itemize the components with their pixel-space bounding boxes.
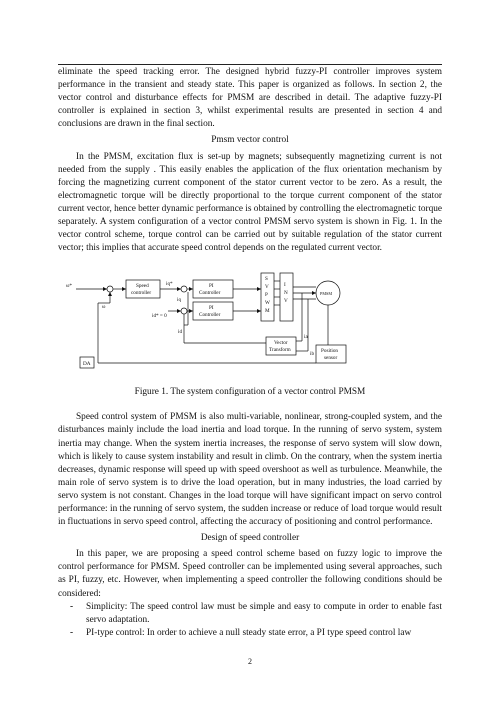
label-id-ref: id* = 0 bbox=[152, 313, 167, 320]
label-omega-ref: ω* bbox=[66, 283, 73, 290]
figure-caption: Figure 1. The system configuration of a vector control PMSM bbox=[134, 387, 366, 398]
label-svpwm-s: S bbox=[265, 276, 268, 283]
intro-paragraph: eliminate the speed tracking error. The designed hybrid fuzzy-PI controller improves system performance in the transient and steady state. This paper is organized as follows. In section 2, the vector control and disturbance effects for PMSM are described in detail. The adaptive fuzzy-PI controller is explained in section 3, whilst experimental results are presented in section 4 and conclusions are drawn in the final section. bbox=[58, 67, 442, 130]
label-svpwm-p: P bbox=[265, 292, 268, 299]
sum-junction-iq bbox=[181, 286, 187, 292]
label-pos-2: sensor bbox=[324, 355, 338, 362]
label-svpwm-m: M bbox=[265, 308, 270, 315]
label-omega-fb: ω bbox=[102, 304, 106, 311]
label-da: DA bbox=[83, 361, 91, 368]
servo-paragraph: Speed control system of PMSM is also multi-variable, nonlinear, strong-coupled system, and the disturbances mainly include the load inertia and load torque. In the running of servo system, system inertia may change. When the system inertia increases, the response of servo system will slow down, which is likely to cause system instability and result in climb. On the contrary, when the system inertia decreases, dynamic response will speed up with speed overshoot as well as turbulence. Meanwhile, the main role of servo system is to drive the load operation, but in many industries, the load carried by servo system is not constant. Changes in the load torque will have significant impact on servo control performance: in the running of servo system, the sudden increase or reduce of load torque would result in fluctuations in servo speed control, affecting the accuracy of positioning and control performance. bbox=[58, 412, 442, 528]
page-number: 2 bbox=[248, 657, 252, 666]
label-vt-2: Transform bbox=[269, 347, 291, 354]
label-iq: iq bbox=[177, 297, 182, 304]
section-heading-pmsm: Pmsm vector control bbox=[211, 135, 289, 146]
label-svpwm-w: W bbox=[265, 300, 270, 307]
list-item bbox=[58, 601, 442, 627]
inverter-box bbox=[280, 273, 293, 321]
label-speed-controller-1: Speed bbox=[136, 283, 149, 290]
label-iq-ref: iq* bbox=[166, 281, 173, 288]
label-pi-bot-1: PI bbox=[209, 305, 214, 312]
label-inv-v: V bbox=[284, 298, 288, 305]
label-vt-1: Vector bbox=[274, 340, 288, 347]
pmsm-paragraph: In the PMSM, excitation flux is set-up by magnets; subsequently magnetizing current is not needed from the supply . This easily enables the application of the flux orientation mechanism by forcing the magnetizing current component of the stator current vector to be zero. As a result, the electromagnetic torque will be directly proportional to the torque current component of the stator current vector, hence better dynamic performance is obtained by controlling the electromagnetic torque separately. A system configuration of a vector control PMSM servo system is shown in Fig. 1. In the vector control scheme, torque control can be carried out by suitable regulation of the stator current vector; this implies that accurate speed control depends on the regulated current vector. bbox=[58, 151, 442, 254]
bullet-dash: - bbox=[70, 627, 74, 638]
bullet-dash: - bbox=[70, 601, 74, 612]
section-heading-design: Design of speed controller bbox=[200, 533, 300, 544]
figure-1 bbox=[58, 263, 442, 383]
label-inv-n: N bbox=[284, 290, 288, 297]
label-pi-bot-2: Controller bbox=[199, 312, 221, 319]
bullet-text: PI-type control: In order to achieve a null steady state error, a PI type speed control law bbox=[86, 627, 412, 638]
label-id: id bbox=[178, 329, 183, 336]
label-speed-controller-2: controller bbox=[131, 290, 152, 297]
bullet-text: Simplicity: The speed control law must be simple and easy to compute in order to enable fast servo adaptation. bbox=[86, 601, 442, 625]
label-ia: ia bbox=[304, 334, 308, 341]
sum-junction-id bbox=[181, 308, 187, 314]
page-body bbox=[58, 62, 442, 640]
conditions-list bbox=[58, 601, 442, 640]
label-svpwm-v: V bbox=[265, 284, 269, 291]
label-ib: ib bbox=[310, 351, 315, 358]
sum-junction-speed bbox=[107, 286, 113, 292]
label-pos-1: Position bbox=[321, 348, 339, 355]
label-inv-i: I bbox=[284, 282, 286, 289]
design-paragraph: In this paper, we are proposing a speed control scheme based on fuzzy logic to improve the control performance for PMSM. Speed controller can be implemented using several approaches, such as PI, fuzzy, etc. However, when implementing a speed controller the following conditions should be considered: bbox=[58, 549, 442, 599]
label-motor: PMSM bbox=[320, 291, 333, 297]
block-diagram bbox=[58, 263, 442, 383]
label-pi-top-1: PI bbox=[209, 283, 214, 290]
list-item bbox=[58, 627, 442, 640]
label-pi-top-2: Controller bbox=[199, 290, 221, 297]
